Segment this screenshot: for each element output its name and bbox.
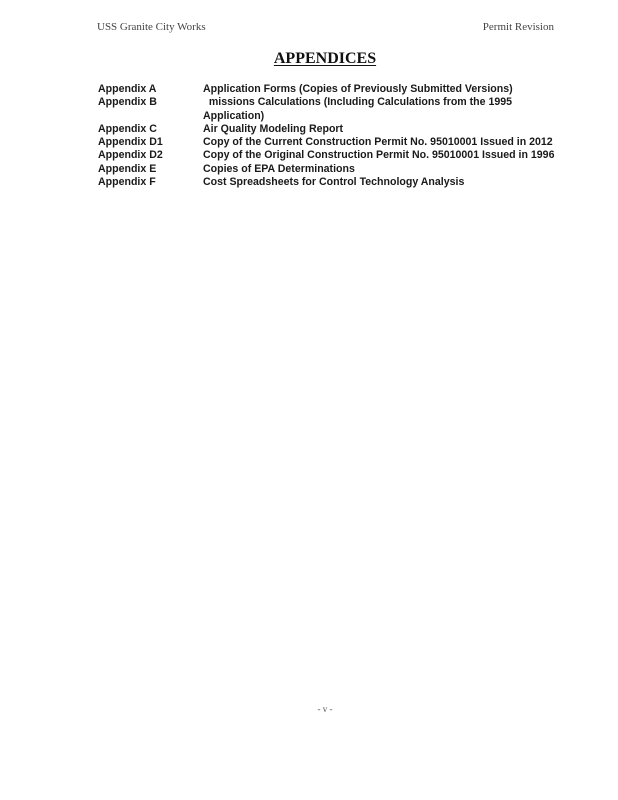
appendix-row: [98, 136, 558, 149]
appendix-row: [98, 96, 558, 123]
appendix-label: Appendix C: [98, 122, 157, 135]
header-company: USS Granite City Works: [97, 21, 206, 33]
appendix-row: [98, 83, 558, 96]
appendix-list: [98, 83, 558, 189]
appendix-description: Copy of the Current Construction Permit No. 95010001 Issued in 2012: [203, 136, 553, 149]
appendix-label: Appendix B: [98, 96, 157, 109]
appendix-description: Air Quality Modeling Report: [203, 122, 344, 135]
appendix-row: [98, 163, 558, 176]
appendix-description: Application Forms (Copies of Previously Submitted Versions): [203, 83, 513, 95]
appendix-description: Cost Spreadsheets for Control Technology Analysis: [203, 176, 465, 189]
appendix-label: Appendix E: [98, 162, 157, 175]
appendix-row: [98, 176, 558, 189]
appendix-label: Appendix D1: [98, 136, 163, 149]
appendix-description: Copy of the Original Construction Permit No. 95010001 Issued in 1996: [203, 149, 555, 162]
appendix-label: Appendix D2: [98, 149, 163, 162]
appendix-description: missions Calculations (Including Calculations from the 1995 Application): [203, 96, 515, 122]
page-number: - v -: [317, 704, 333, 714]
appendix-row: [98, 149, 558, 162]
appendix-label: Appendix F: [98, 176, 156, 189]
appendix-label: Appendix A: [98, 83, 157, 95]
header-document-type: Permit Revision: [482, 21, 554, 33]
appendix-row: [98, 123, 558, 136]
page-title: APPENDICES: [273, 50, 377, 67]
appendix-description: Copies of EPA Determinations: [203, 162, 355, 175]
